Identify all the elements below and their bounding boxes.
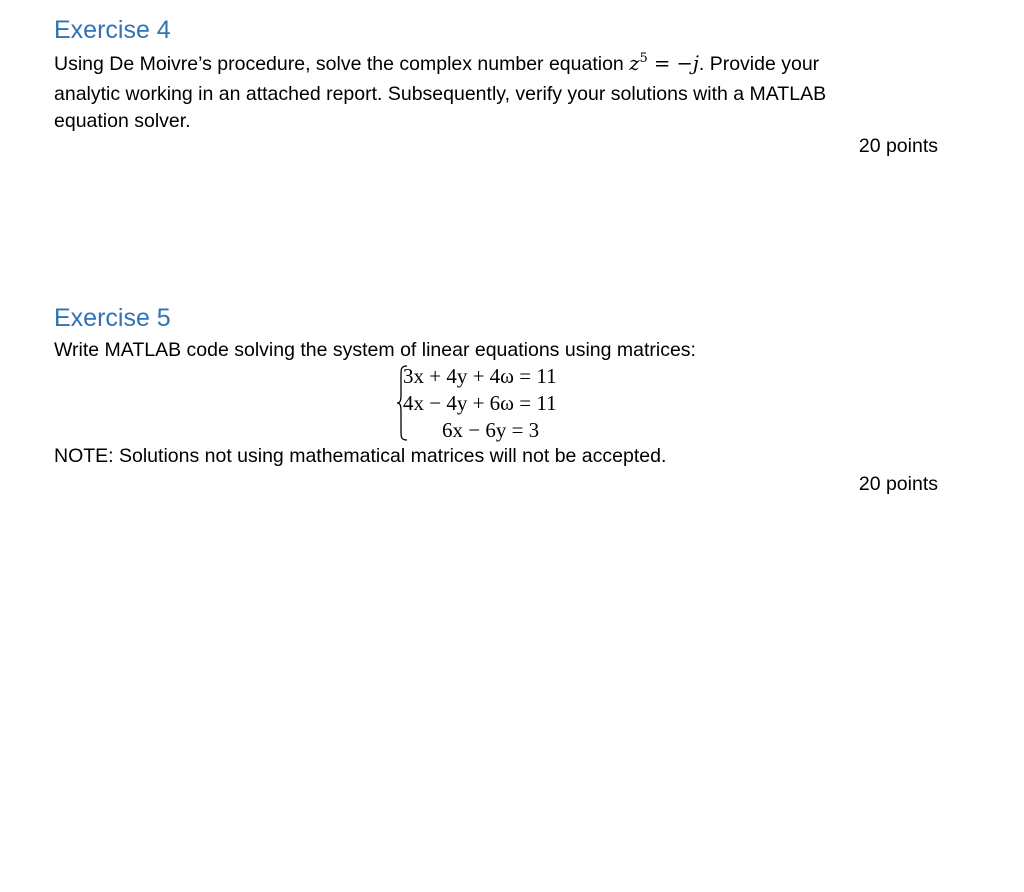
exercise-4-line-3: equation solver. [54,110,191,132]
equation-1: 3x + 4y + 4ω = 11 [403,364,557,388]
exercise-4-line-1: Using De Moivre’s procedure, solve the complex number equation $z^5 = -j$. Provide your [54,51,820,75]
equation-2: 4x − 4y + 6ω = 11 [403,391,557,415]
equation-3: 6x − 6y = 3 [442,418,540,442]
exercise-5-heading: Exercise 5 [54,304,171,332]
exercise-4-line-2: analytic working in an attached report. Subsequently, verify your solutions with a MATLAB [54,82,827,105]
exercise-4-description [54,50,934,136]
exercise-5-intro: Write MATLAB code solving the system of linear equations using matrices: [54,339,696,361]
exercise-5-note: NOTE: Solutions not using mathematical matrices will not be accepted. [54,445,667,467]
exercise-4-heading: Exercise 4 [54,16,171,44]
linear-equation-system [396,365,656,443]
exercise-5-points: 20 points [858,473,938,495]
exercise-4-points: 20 points [858,135,938,157]
complex-equation: $z^5 = -j$ [629,51,699,75]
